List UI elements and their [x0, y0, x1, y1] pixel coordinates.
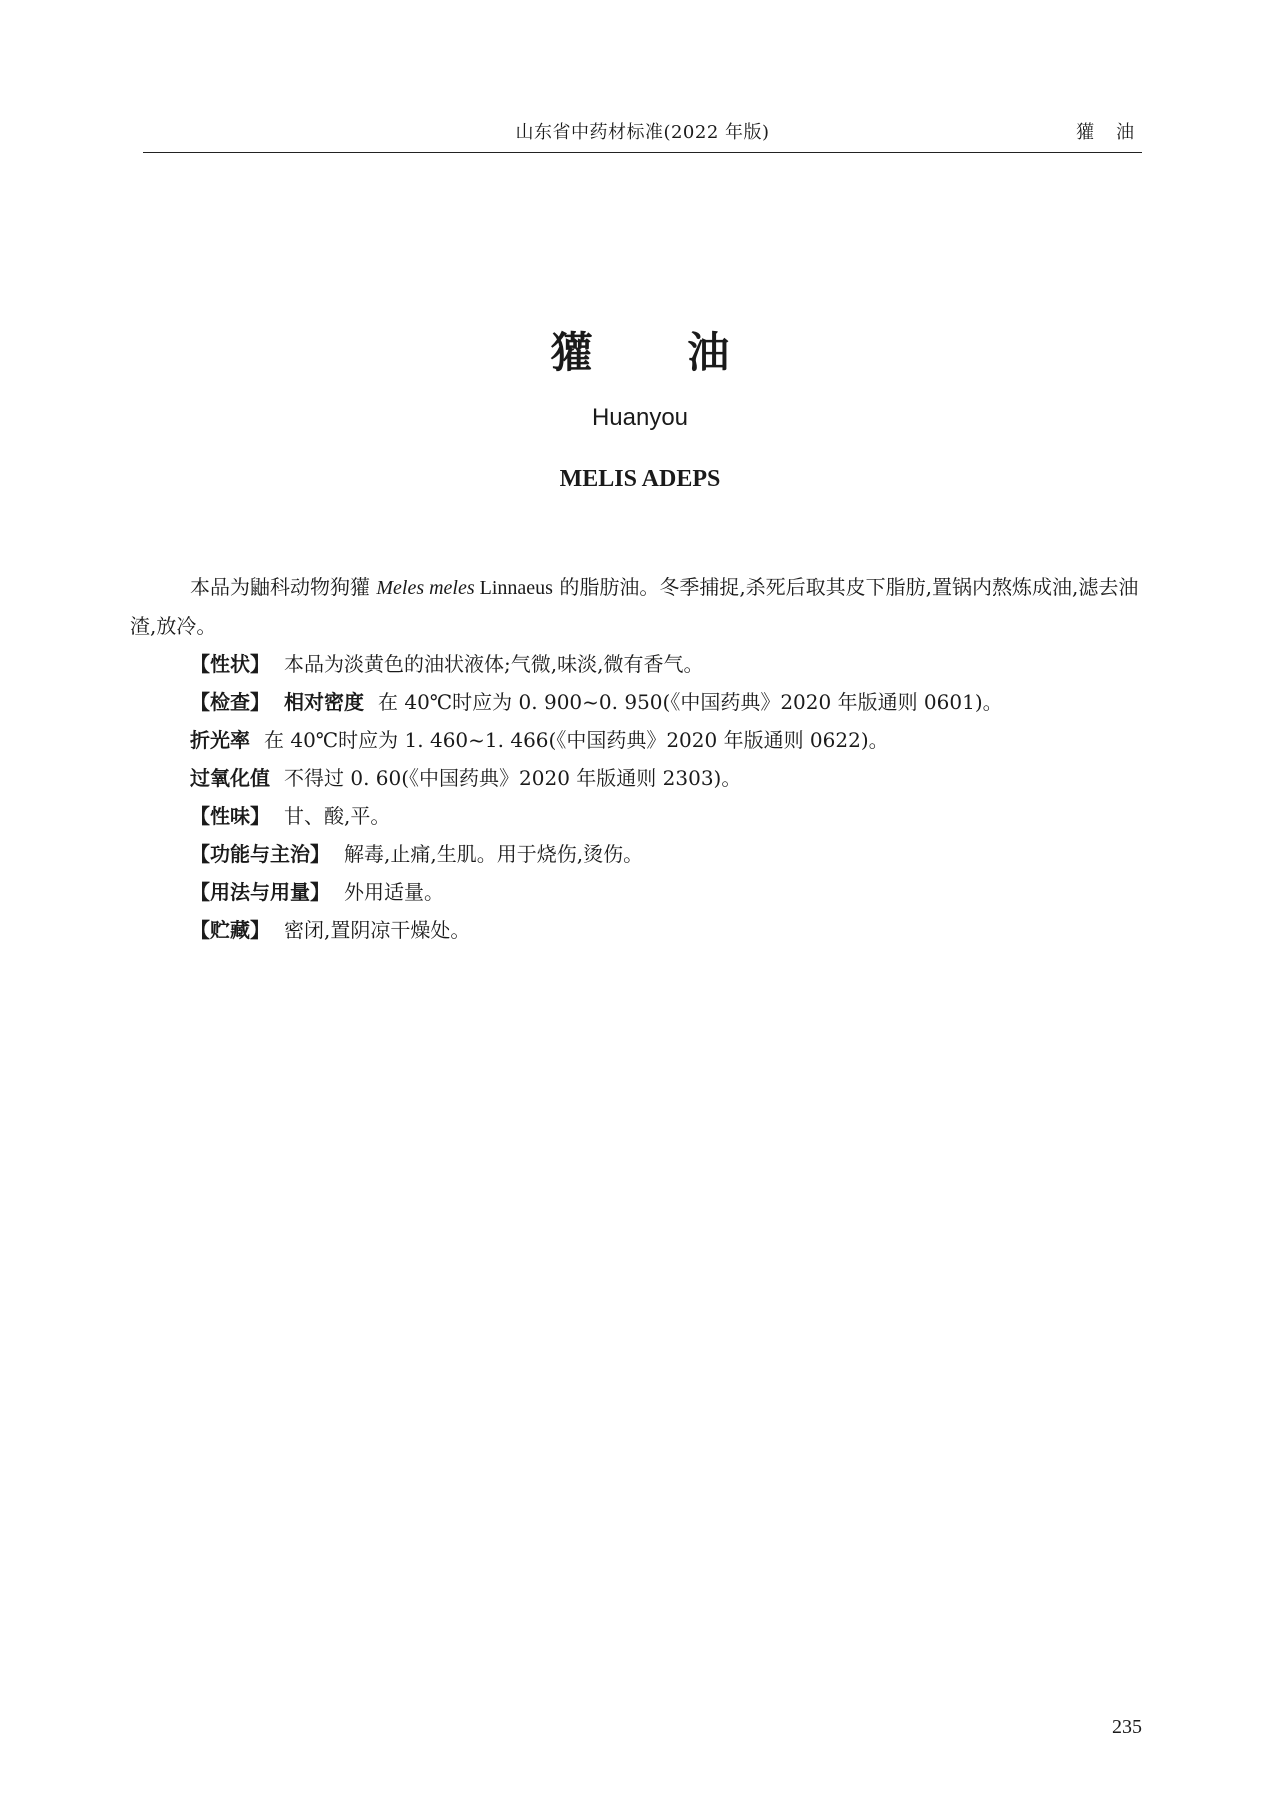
- monograph-body: [130, 568, 1150, 949]
- sub-label-refractive-index: 折光率: [190, 728, 250, 752]
- section-inspection: [130, 683, 1150, 721]
- section-label: 【性味】: [190, 804, 270, 828]
- section-text: 在 40℃时应为 0. 900~0. 950(《中国药典》2020 年版通则 0601)。: [378, 690, 1003, 714]
- section-storage: [130, 911, 1150, 949]
- section-peroxide-value: [130, 759, 1150, 797]
- sub-label-peroxide-value: 过氧化值: [190, 766, 270, 790]
- species-name: Meles meles: [376, 577, 475, 599]
- section-text: 解毒,止痛,生肌。用于烧伤,烫伤。: [344, 842, 644, 866]
- section-text: 甘、酸,平。: [284, 804, 391, 828]
- book-title: 山东省中药材标准(2022 年版): [515, 122, 770, 143]
- section-text: 外用适量。: [344, 880, 444, 904]
- intro-paragraph: [130, 568, 1150, 645]
- section-refractive-index: [130, 721, 1150, 759]
- header-entry-name: 獾 油: [1076, 122, 1142, 143]
- section-text: 不得过 0. 60(《中国药典》2020 年版通则 2303)。: [284, 766, 742, 790]
- section-description: [130, 645, 1150, 683]
- intro-text-after: 的脂肪油。冬季捕捉,杀死后取其皮下脂肪,置锅内熬炼成油,滤去油渣,放冷。: [130, 575, 1139, 638]
- entry-title: 獾 油: [550, 328, 770, 377]
- section-label: 【用法与用量】: [190, 880, 330, 904]
- section-label: 【贮藏】: [190, 918, 270, 942]
- running-header: [143, 112, 1142, 153]
- section-text: 在 40℃时应为 1. 460~1. 466(《中国药典》2020 年版通则 0622)。: [264, 728, 889, 752]
- section-usage-dosage: [130, 873, 1150, 911]
- section-label: 【功能与主治】: [190, 842, 330, 866]
- section-label: 【检查】: [190, 690, 270, 714]
- entry-pinyin: Huanyou: [591, 404, 689, 431]
- section-text: 密闭,置阴凉干燥处。: [284, 918, 471, 942]
- section-nature-flavor: [130, 797, 1150, 835]
- section-label: 【性状】: [190, 652, 270, 676]
- intro-text-before: 本品为鼬科动物狗獾: [190, 575, 377, 599]
- page-number: 235: [1112, 1716, 1142, 1738]
- entry-latin-name: MELIS ADEPS: [559, 466, 721, 492]
- section-function-indication: [130, 835, 1150, 873]
- sub-label-relative-density: 相对密度: [284, 690, 364, 714]
- species-author: Linnaeus: [474, 577, 553, 599]
- section-text: 本品为淡黄色的油状液体;气微,味淡,微有香气。: [284, 652, 704, 676]
